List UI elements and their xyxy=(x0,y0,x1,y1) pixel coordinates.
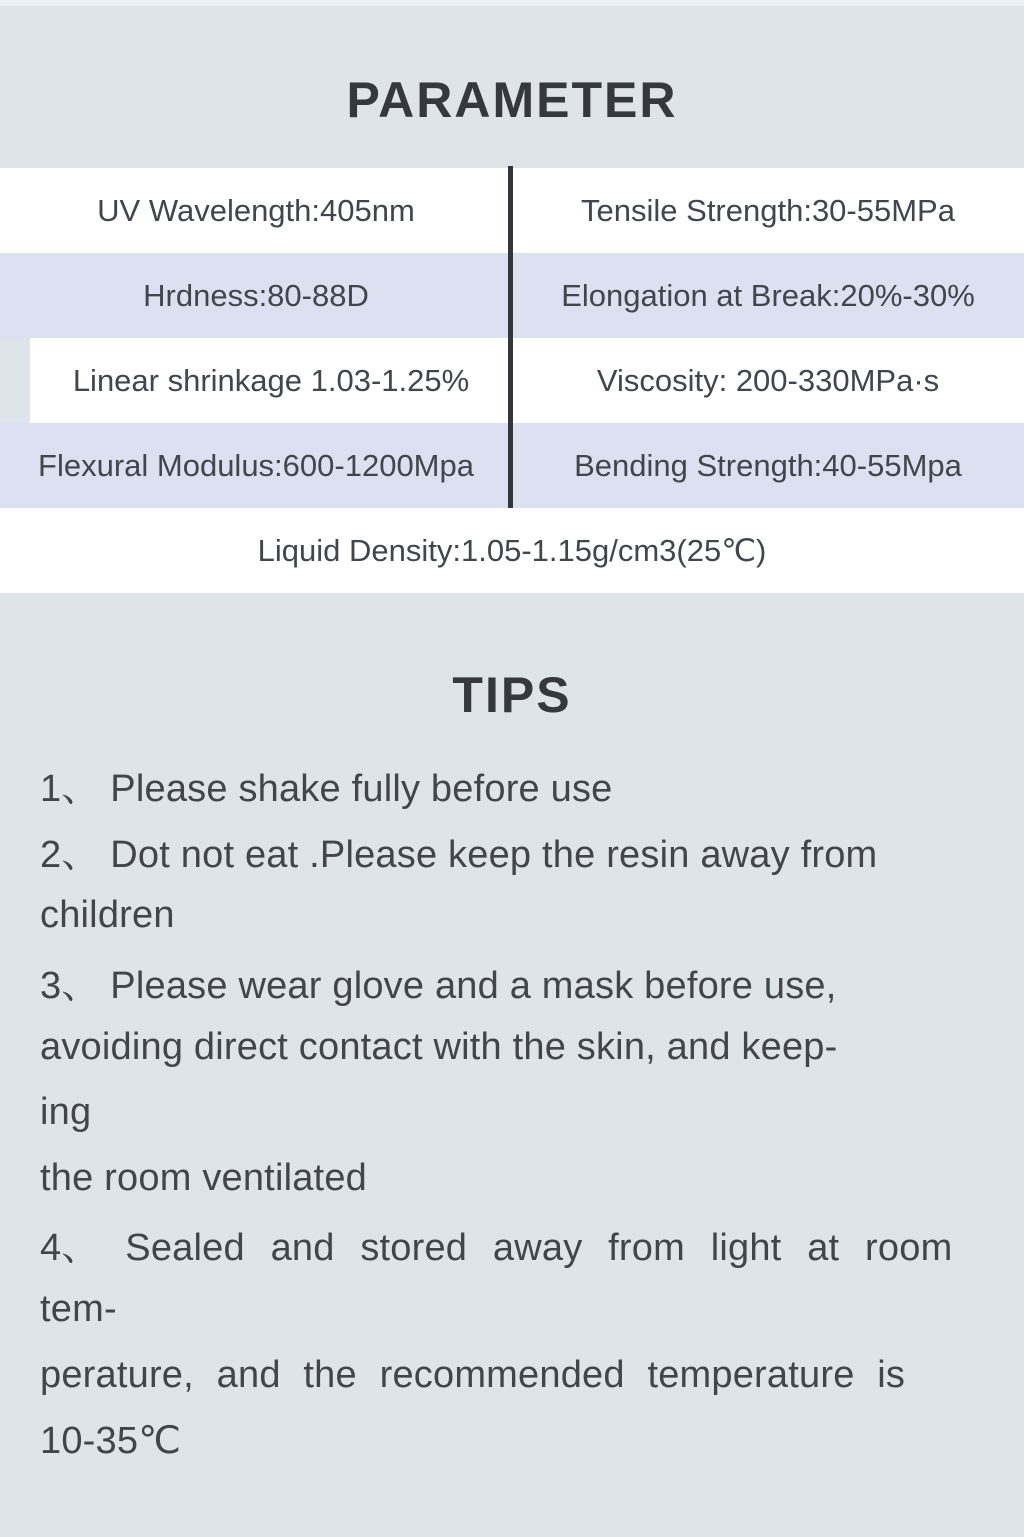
tips-line-4-cont2: perature, and the recommended temperature is xyxy=(40,1353,906,1396)
param-cell-bending-strength: Bending Strength:40-55Mpa xyxy=(512,423,1024,508)
tips-line-2: 2、 Dot not eat .Please keep the resin away from xyxy=(40,833,878,876)
tips-line-3-cont: avoiding direct contact with the skin, and keep- xyxy=(40,1025,838,1068)
tips-line-4-cont3: 10-35℃ xyxy=(40,1420,182,1463)
tips-section-title: TIPS xyxy=(452,667,572,723)
param-cell-linear-shrinkage: Linear shrinkage 1.03-1.25% xyxy=(30,338,512,423)
param-cell-viscosity: Viscosity: 200-330MPa·s xyxy=(512,338,1024,423)
tips-list xyxy=(40,752,986,1474)
tips-line-3-cont2: ing xyxy=(40,1091,92,1134)
tips-line-3: 3、 Please wear glove and a mask before use, xyxy=(40,965,837,1008)
param-cell-uv-wavelength: UV Wavelength:405nm xyxy=(0,168,512,253)
top-edge-highlight xyxy=(0,0,1024,6)
table-column-divider xyxy=(508,166,513,508)
param-cell-tensile-strength: Tensile Strength:30-55MPa xyxy=(512,168,1024,253)
tips-line-4-cont: tem- xyxy=(40,1288,117,1331)
param-cell-flexural-modulus: Flexural Modulus:600-1200Mpa xyxy=(0,423,512,508)
parameter-table xyxy=(0,168,1024,593)
parameter-section-title: PARAMETER xyxy=(346,72,678,128)
tips-line-2-cont: children xyxy=(40,894,175,937)
tips-line-1: 1、 Please shake fully before use xyxy=(40,768,613,811)
tips-line-4: 4、 Sealed and stored away from light at room xyxy=(40,1227,953,1270)
param-cell-elongation: Elongation at Break:20%-30% xyxy=(512,253,1024,338)
param-cell-liquid-density: Liquid Density:1.05-1.15g/cm3(25℃) xyxy=(0,508,1024,593)
tips-line-3-cont3: the room ventilated xyxy=(40,1156,367,1199)
param-cell-hardness: Hrdness:80-88D xyxy=(0,253,512,338)
